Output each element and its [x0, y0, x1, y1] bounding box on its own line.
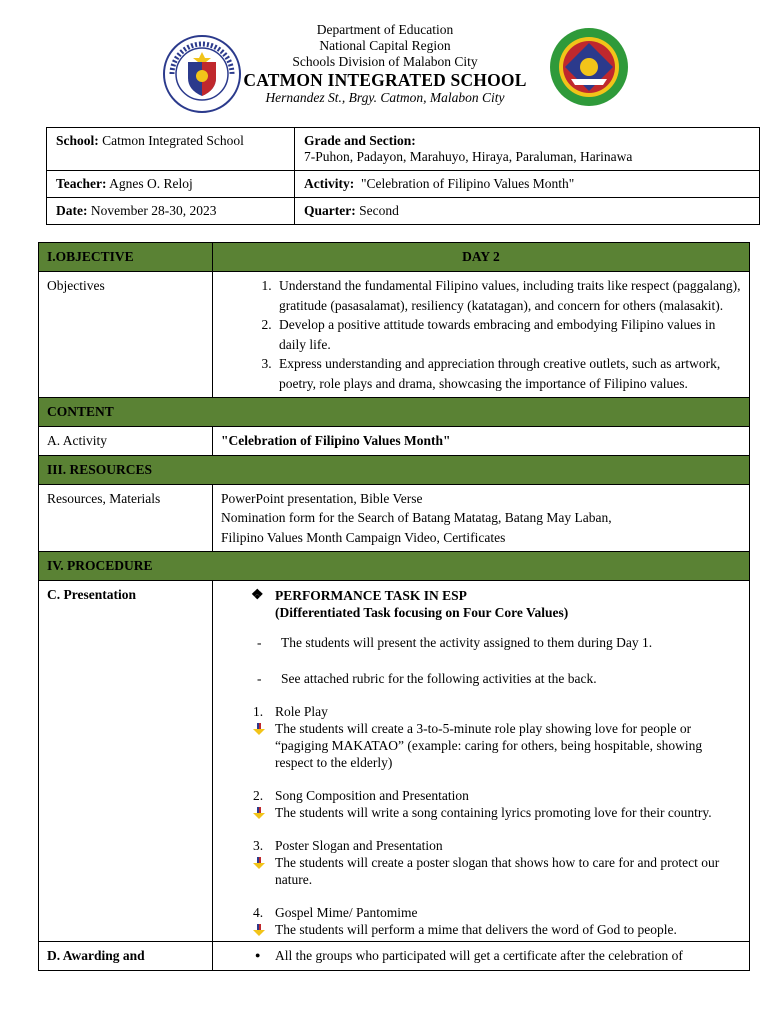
resources-row — [39, 484, 750, 552]
task-subtitle: (Differentiated Task focusing on Four Core Values) — [275, 605, 569, 620]
task-item-desc: The students will write a song containing lyrics promoting love for their country. — [275, 805, 712, 820]
arrow-bullet-icon — [253, 723, 265, 735]
school-address: Hernandez St., Brgy. Catmon, Malabon City — [265, 90, 505, 105]
objectives-list — [221, 276, 741, 393]
info-row — [47, 198, 760, 225]
arrow-bullet-icon — [253, 924, 265, 936]
task-item-body — [221, 854, 741, 888]
task-item-head — [221, 904, 741, 921]
school-seal-icon — [549, 27, 629, 107]
task-item-body — [221, 804, 741, 821]
task-item — [221, 787, 741, 821]
objectives-row — [39, 272, 750, 398]
task-item-desc: The students will create a poster slogan that shows how to care for and protect our nature. — [275, 855, 720, 887]
activity-row — [39, 427, 750, 456]
procedure-header: IV. PROCEDURE — [39, 552, 750, 581]
task-item-head — [221, 703, 741, 720]
dash-bullet: - — [257, 671, 262, 686]
arrow-bullet-icon — [253, 807, 265, 819]
activity-value: "Celebration of Filipino Values Month" — [360, 176, 575, 191]
school-name: CATMON INTEGRATED SCHOOL — [243, 70, 527, 90]
awarding-label: D. Awarding and — [39, 942, 213, 971]
section-header-row — [39, 455, 750, 484]
info-row — [47, 128, 760, 171]
school-cell — [47, 128, 295, 171]
date-label: Date: — [56, 203, 88, 218]
grade-label: Grade and Section: — [304, 133, 416, 148]
task-item-head — [221, 787, 741, 804]
task-title: PERFORMANCE TASK IN ESP — [275, 588, 467, 603]
diamond-bullet-icon: ❖ — [251, 588, 264, 603]
resource-line: Nomination form for the Search of Batang Matatag, Batang May Laban, — [221, 510, 612, 525]
grade-cell — [295, 128, 760, 171]
quarter-value: Second — [359, 203, 399, 218]
letterhead-text — [220, 22, 550, 106]
activity-label: Activity: — [304, 176, 355, 191]
resource-line: PowerPoint presentation, Bible Verse — [221, 490, 423, 506]
department-line: Department of Education — [316, 22, 454, 37]
objective-item: 2. Develop a positive attitude towards embracing and embodying Filipino values in daily life. — [275, 315, 741, 354]
section-header-row — [39, 398, 750, 427]
objective-header: I.OBJECTIVE — [39, 243, 213, 272]
task-number: 1. — [253, 704, 264, 719]
task-number: 2. — [253, 788, 264, 803]
performance-task-heading — [221, 587, 741, 621]
division-line: Schools Division of Malabon City — [292, 54, 478, 69]
teacher-label: Teacher: — [56, 176, 107, 191]
task-item-title: Song Composition and Presentation — [275, 788, 469, 803]
dash-bullet: - — [257, 635, 262, 650]
awarding-text: All the groups who participated will get a certificate after the celebration of — [275, 948, 683, 963]
task-item-title: Poster Slogan and Presentation — [275, 838, 443, 853]
presentation-cell — [213, 581, 750, 942]
task-item-body — [221, 720, 741, 771]
dash-line-text: See attached rubric for the following activities at the back. — [281, 671, 597, 686]
quarter-cell — [295, 198, 760, 225]
objectives-label: Objectives — [39, 272, 213, 398]
quarter-label: Quarter: — [304, 203, 356, 218]
task-number: 4. — [253, 905, 264, 920]
resource-line: Filipino Values Month Campaign Video, Certificates — [221, 529, 506, 545]
presentation-row — [39, 581, 750, 942]
region-line: National Capital Region — [319, 38, 451, 53]
resources-label: Resources, Materials — [39, 484, 213, 552]
awarding-row — [39, 942, 750, 971]
objective-item: 1. Understand the fundamental Filipino values, including traits like respect (paggalang), gratitude (pasasalamat), resiliency (katatagan), and concern for others (malasakit). — [275, 276, 741, 315]
section-header-row — [39, 552, 750, 581]
day-header: DAY 2 — [213, 243, 750, 272]
lesson-info-table — [46, 127, 760, 225]
task-item — [221, 703, 741, 771]
task-item-desc: The students will perform a mime that delivers the word of God to people. — [275, 922, 677, 937]
grade-value: 7-Puhon, Padayon, Marahuyo, Hiraya, Paraluman, Harinawa — [304, 149, 633, 164]
task-item — [221, 904, 741, 938]
dash-line — [221, 670, 741, 687]
school-label: School: — [56, 133, 99, 148]
presentation-label: C. Presentation — [39, 581, 213, 942]
dash-line — [221, 634, 741, 651]
activity-value: "Celebration of Filipino Values Month" — [213, 427, 750, 456]
round-bullet-icon: ● — [255, 950, 261, 960]
resources-cell — [213, 484, 750, 552]
teacher-value: Agnes O. Reloj — [109, 176, 193, 191]
section-header-row — [39, 243, 750, 272]
school-value: Catmon Integrated School — [102, 133, 244, 148]
activity-label: A. Activity — [39, 427, 213, 456]
awarding-bullet-row — [221, 946, 741, 966]
awarding-cell — [213, 942, 750, 971]
teacher-cell — [47, 171, 295, 198]
task-item — [221, 837, 741, 888]
task-item-head — [221, 837, 741, 854]
task-number: 3. — [253, 838, 264, 853]
date-value: November 28-30, 2023 — [90, 203, 217, 218]
task-item-desc: The students will create a 3-to-5-minute role play showing love for people or “pagiging MAKATAO” (example: caring for others, being hospitable, showing respect to the elderly) — [275, 721, 703, 770]
activity-cell — [295, 171, 760, 198]
content-header: CONTENT — [39, 398, 750, 427]
letterhead — [0, 22, 768, 112]
task-item-body — [221, 921, 741, 938]
date-cell — [47, 198, 295, 225]
task-item-title: Role Play — [275, 704, 328, 719]
objective-item: 3. Express understanding and appreciation through creative outlets, such as artwork, poetry, role plays and drama, showcasing the importance of Filipino values. — [275, 354, 741, 393]
info-row — [47, 171, 760, 198]
lesson-plan-table — [38, 242, 750, 971]
dash-line-text: The students will present the activity assigned to them during Day 1. — [281, 635, 653, 650]
objectives-cell — [213, 272, 750, 398]
arrow-bullet-icon — [253, 857, 265, 869]
task-item-title: Gospel Mime/ Pantomime — [275, 905, 418, 920]
resources-header: III. RESOURCES — [39, 455, 750, 484]
